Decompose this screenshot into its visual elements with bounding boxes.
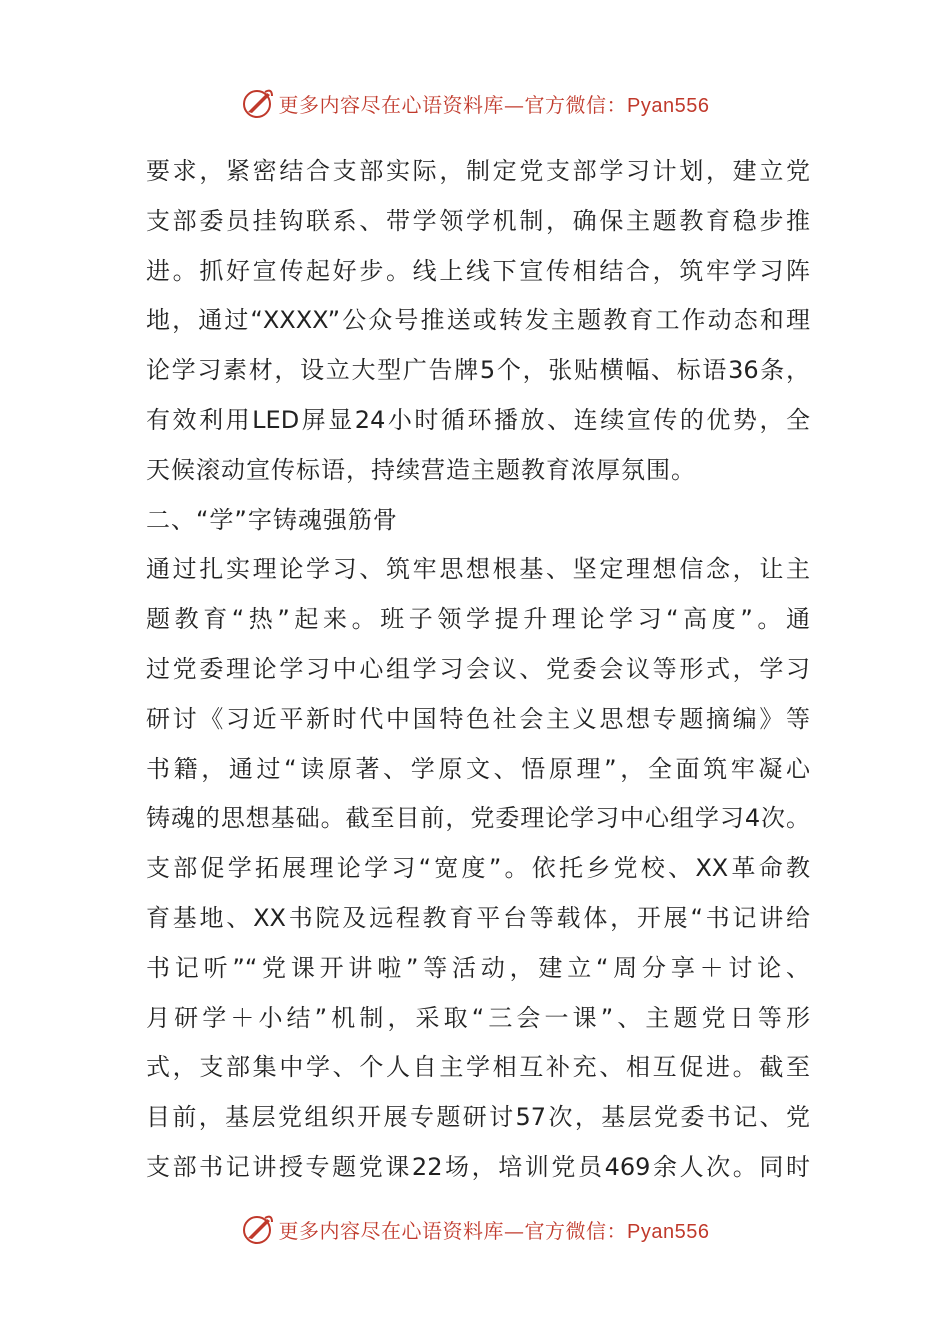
body-line: 书籍，通过“读原著、学原文、悟原理”，全面筑牢凝心	[146, 754, 810, 783]
body-line: 研讨《习近平新时代中国特色社会主义思想专题摘编》等	[146, 704, 810, 733]
body-line: 支部促学拓展理论学习“宽度”。依托乡党校、XX革命教	[146, 854, 810, 883]
section-heading: 二、“学”字铸魂强筋骨	[146, 505, 398, 534]
body-line: 进。抓好宣传起好步。线上线下宣传相结合，筑牢学习阵	[146, 256, 810, 285]
body-line: 支部书记讲授专题党课22场，培训党员469余人次。同时	[146, 1152, 810, 1181]
body-line: 有效利用LED屏显24小时循环播放、连续宣传的优势，全	[146, 405, 810, 434]
body-line: 支部委员挂钩联系、带学领学机制，确保主题教育稳步推	[146, 206, 810, 235]
body-line: 铸魂的思想基础。截至目前，党委理论学习中心组学习4次。	[146, 804, 810, 833]
body-line: 育基地、XX书院及远程教育平台等载体，开展“书记讲给	[146, 903, 810, 932]
document-body	[146, 147, 810, 1193]
body-line: 论学习素材，设立大型广告牌5个，张贴横幅、标语36条，	[146, 356, 810, 385]
footer-watermark-banner	[0, 1209, 950, 1249]
body-line: 目前，基层党组织开展专题研讨57次，基层党委书记、党	[146, 1103, 810, 1132]
body-line: 通过扎实理论学习、筑牢思想根基、坚定理想信念，让主	[146, 555, 810, 584]
quill-pen-logo-icon	[241, 86, 275, 120]
body-line: 天候滚动宣传标语，持续营造主题教育浓厚氛围。	[146, 455, 696, 484]
body-line: 要求，紧密结合支部实际，制定党支部学习计划，建立党	[146, 157, 810, 185]
body-line: 题教育“热”起来。班子领学提升理论学习“高度”。通	[146, 605, 810, 634]
body-line: 月研学＋小结”机制，采取“三会一课”、主题党日等形	[146, 1003, 810, 1032]
body-line: 地，通过“XXXX”公众号推送或转发主题教育工作动态和理	[146, 306, 810, 335]
footer-watermark-text: 更多内容尽在心语资料库—官方微信：Pyan556	[278, 1218, 710, 1243]
quill-pen-logo-icon	[241, 1212, 275, 1246]
header-watermark-banner	[0, 83, 950, 123]
body-line: 过党委理论学习中心组学习会议、党委会议等形式，学习	[146, 654, 810, 683]
header-watermark-text: 更多内容尽在心语资料库—官方微信：Pyan556	[278, 92, 710, 117]
body-line: 式，支部集中学、个人自主学相互补充、相互促进。截至	[146, 1053, 810, 1082]
body-line: 书记听”“党课开讲啦”等活动，建立“周分享＋讨论、	[146, 953, 810, 982]
